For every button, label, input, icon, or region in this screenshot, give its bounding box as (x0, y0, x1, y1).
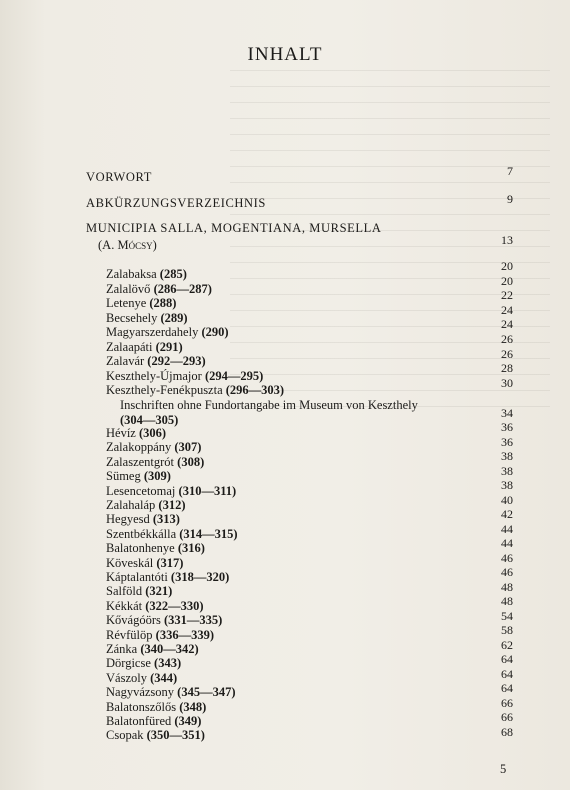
toc-entry-numbers: (285) (159, 267, 187, 281)
toc-entry (106, 570, 229, 585)
toc-entry (106, 383, 284, 398)
toc-entry (106, 498, 185, 513)
toc-entry-page: 48 (501, 594, 513, 608)
toc-entry (106, 440, 201, 455)
toc-entry-numbers: (292—293) (147, 354, 206, 368)
toc-section-municipia: MUNICIPIA SALLA, MOGENTIANA, MURSELLA (86, 221, 382, 235)
toc-entry-page: 46 (501, 565, 513, 579)
toc-entry-page: 38 (501, 478, 513, 492)
toc-entry-page: 36 (501, 434, 513, 449)
toc-entry-numbers: (313) (152, 512, 180, 527)
page-number: 5 (500, 762, 507, 776)
toc-entry (106, 296, 176, 311)
toc-entry (106, 426, 166, 441)
toc-entry (106, 714, 201, 729)
toc-entry-name: Becsehely (106, 310, 158, 325)
toc-entry-page: 40 (501, 492, 513, 507)
toc-entry (106, 671, 177, 686)
toc-entry-page: 46 (501, 550, 513, 565)
toc-entry (106, 541, 205, 556)
toc-entry-name: Csopak (106, 728, 144, 743)
toc-entry-page: 20 (501, 273, 513, 288)
toc-entry-name: Kékkát (106, 598, 143, 613)
toc-entry-page: 42 (501, 507, 513, 521)
toc-entry-numbers: (331—335) (163, 613, 223, 628)
toc-entry-numbers: (294—295) (204, 368, 264, 383)
toc-entry-page: 68 (501, 724, 513, 739)
toc-author: (A. Mócsy) (98, 238, 157, 252)
toc-entry-name: Sümeg (106, 469, 141, 484)
toc-entry-name: Balatonhenye (106, 541, 175, 556)
toc-entry-numbers: (288) (149, 296, 177, 310)
toc-entry-numbers: (286—287) (153, 281, 212, 296)
toc-entry-numbers: (290) (201, 325, 229, 339)
toc-entry-name: Zalavár (106, 354, 145, 368)
toc-entry-numbers: (343) (154, 656, 182, 671)
toc-inscriptions-nums: (304—305) (120, 413, 179, 427)
toc-entry-name: Letenye (106, 296, 147, 310)
toc-entry-numbers: (316) (177, 541, 205, 556)
toc-entry-name: Vászoly (106, 670, 147, 685)
toc-entry-name: Hegyesd (106, 512, 150, 527)
toc-entry-numbers: (344) (150, 670, 178, 685)
toc-entry (106, 628, 214, 643)
page-title: INHALT (247, 44, 323, 65)
toc-entry-page: 64 (501, 652, 513, 666)
toc-entry (106, 599, 204, 614)
toc-page-inscriptions: 34 (501, 406, 513, 420)
toc-entry (106, 556, 183, 571)
toc-entry-page: 30 (501, 375, 513, 390)
toc-entry-page: 38 (501, 463, 513, 478)
toc-section-vorwort: VORWORT (86, 170, 152, 184)
toc-entry-numbers: (307) (174, 440, 202, 455)
toc-entry-page: 44 (501, 521, 513, 536)
toc-entry-name: Révfülöp (106, 627, 153, 642)
toc-entry (106, 656, 181, 671)
toc-entry-page: 26 (501, 332, 513, 346)
toc-entry-page: 54 (501, 608, 513, 623)
toc-entry (106, 311, 188, 326)
toc-entry-name: Keszthely-Fenékpuszta (106, 383, 223, 397)
toc-entry-page: 28 (501, 361, 513, 376)
toc-entry-numbers: (317) (156, 555, 184, 570)
toc-entry-numbers: (350—351) (146, 728, 205, 743)
toc-entry (106, 613, 222, 628)
toc-entry (106, 325, 229, 340)
toc-section-abkuerzungen: ABKÜRZUNGSVERZEICHNIS (86, 196, 266, 210)
toc-entry-numbers: (306) (138, 426, 167, 440)
toc-entry (106, 642, 199, 657)
toc-entry-name: Salföld (106, 584, 143, 599)
toc-entry-name: Nagyvázsony (106, 685, 175, 700)
toc-entry-page: 20 (501, 259, 513, 273)
toc-entry-numbers: (349) (174, 714, 202, 728)
toc-entry-name: Dörgicse (106, 656, 151, 671)
toc-entry (106, 267, 187, 282)
toc-entry (106, 484, 236, 499)
toc-entry (106, 455, 204, 470)
toc-page-abkuerzungen: 9 (507, 192, 513, 206)
toc-entry-name: Lesencetomaj (106, 483, 176, 498)
toc-entry-page: 38 (501, 449, 513, 463)
toc-entry-name: Zalahaláp (106, 498, 156, 512)
toc-entry-numbers: (296—303) (225, 383, 285, 397)
toc-entry-name: Keszthely-Újmajor (106, 368, 202, 383)
toc-entry-name: Köveskál (106, 555, 154, 570)
toc-entry-page: 58 (501, 623, 513, 637)
toc-entry-page: 22 (501, 288, 513, 303)
toc-entry-numbers: (321) (145, 584, 173, 599)
toc-entry-page: 26 (501, 346, 513, 361)
toc-entry-numbers: (340—342) (140, 642, 199, 656)
toc-entry-numbers: (289) (160, 310, 188, 325)
toc-entry-numbers: (308) (177, 454, 205, 469)
toc-entry-page: 66 (501, 710, 513, 724)
toc-entry-name: Zalaszentgrót (106, 454, 175, 469)
toc-entry-name: Hévíz (106, 426, 136, 440)
toc-entry-page: 24 (501, 302, 513, 317)
toc-entry-name: Zalaapáti (106, 339, 153, 354)
toc-page-municipia: 13 (501, 233, 513, 247)
toc-entry (106, 354, 206, 369)
toc-entry-numbers: (345—347) (177, 685, 236, 700)
toc-page-vorwort: 7 (507, 164, 513, 178)
toc-entry-name: Zalalövő (106, 281, 151, 296)
toc-entry (106, 685, 236, 700)
toc-entry-page: 64 (501, 666, 513, 681)
toc-entry (106, 584, 172, 599)
toc-entry-numbers: (310—311) (178, 483, 237, 498)
toc-entry-name: Balatonszőlős (106, 699, 177, 714)
toc-entry-numbers: (322—330) (145, 598, 204, 613)
toc-entry-page: 48 (501, 579, 513, 594)
toc-inscriptions-line: Inschriften ohne Fundortangabe im Museum von Keszthely (120, 398, 418, 412)
toc-entry (106, 369, 263, 384)
toc-entry-numbers: (291) (155, 339, 183, 354)
author-name: Mócsy (117, 238, 153, 252)
toc-entry-page: 24 (501, 317, 513, 332)
toc-entry-numbers: (348) (179, 699, 207, 714)
toc-entry-name: Magyarszerdahely (106, 325, 199, 339)
toc-entry (106, 512, 180, 527)
toc-entry-name: Káptalantóti (106, 570, 168, 584)
toc-entry-numbers: (314—315) (179, 526, 238, 541)
toc-entry-page: 44 (501, 536, 513, 550)
toc-entry-page: 66 (501, 695, 513, 710)
toc-entry-name: Szentbékkálla (106, 526, 177, 541)
toc-entry (106, 282, 212, 297)
toc-entry-numbers: (309) (143, 469, 171, 484)
toc-entry (106, 527, 238, 542)
toc-entry-page: 62 (501, 637, 513, 652)
toc-entry-numbers: (312) (158, 498, 186, 512)
toc-entry-page: 64 (501, 681, 513, 695)
toc-entry (106, 700, 206, 715)
toc-entry (106, 728, 205, 743)
toc-entry-name: Zánka (106, 642, 138, 656)
toc-entry-name: Kővágóörs (106, 613, 161, 628)
toc-entry-name: Balatonfüred (106, 714, 172, 728)
toc-entry-name: Zalakoppány (106, 440, 172, 455)
toc-entry-numbers: (336—339) (155, 627, 214, 642)
toc-entry (106, 469, 171, 484)
toc-entry-name: Zalabaksa (106, 267, 157, 281)
toc-entry-page: 36 (501, 420, 513, 434)
toc-entry (106, 340, 183, 355)
toc-entry-numbers: (318—320) (170, 570, 230, 584)
